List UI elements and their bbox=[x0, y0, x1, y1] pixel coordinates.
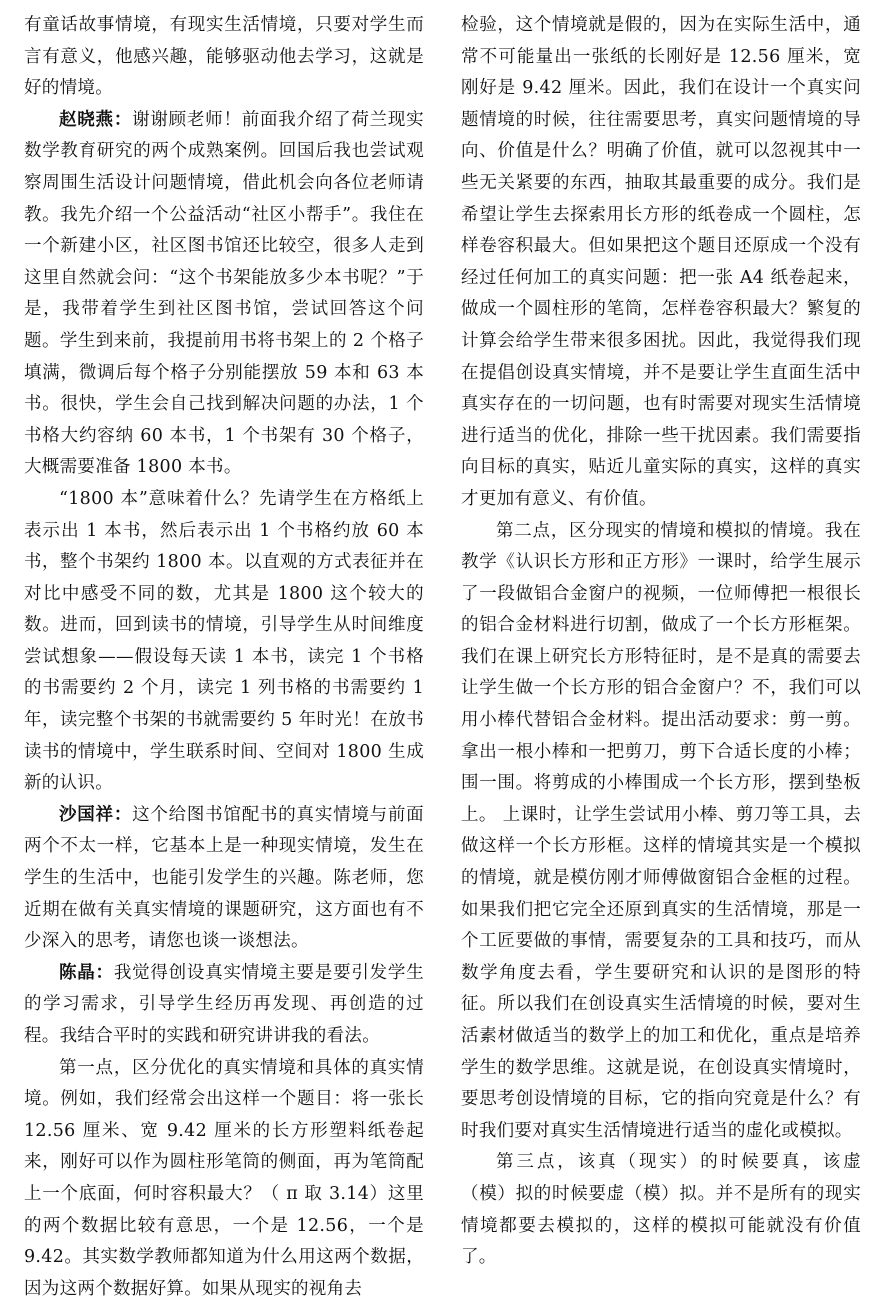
paragraph-first-point: 第一点，区分优化的真实情境和具体的真实情境。例如，我们经常会出这样一个题目：将一张长 12.56 厘米、宽 9.42 厘米的长方形塑料纸卷起来，刚好可以作为圆柱形笔筒的侧面，再为笔筒配上一个底面，何时容积最大？（ π 取 3.14）这里的两个数据比较有意思，一个是 12.56，一个是 9.42。其实数学教师都知道为什么用这两个数据，因为这两个数据好算。如果从现实的视角去 bbox=[24, 1057, 424, 1299]
left-column bbox=[24, 10, 424, 1305]
speaker-name: 沙国祥： bbox=[59, 804, 133, 825]
paragraph-zhao-xiaoyan bbox=[24, 105, 424, 484]
paragraph-second-point: 第二点，区分现实的情境和模拟的情境。我在教学《认识长方形和正方形》一课时，给学生展示了一段做铝合金窗户的视频，一位师傅把一根很长的铝合金材料进行切割，做成了一个长方形框架。我们在课上研究长方形特征时，是不是真的需要去让学生做一个长方形的铝合金窗户？不，我们可以用小棒代替铝合金材料。提出活动要求：剪一剪。拿出一根小棒和一把剪刀，剪下合适长度的小棒；围一围。将剪成的小棒围成一个长方形，摆到垫板上。 上课时，让学生尝试用小棒、剪刀等工具，去做这样一个长方形框。这样的情境其实是一个模拟的情境，就是模仿刚才师傅做窗铝合金框的过程。如果我们把它完全还原到真实的生活情境，那是一个工匠要做的事情，需要复杂的工具和技巧，而从数学角度去看，学生要研究和认识的是图形的特征。所以我们在创设真实生活情境的时候，要对生活素材做适当的数学上的加工和优化，重点是培养学生的数学思维。这就是说，在创设真实情境时，要思考创设情境的目标，它的指向究竟是什么？有时我们要对真实生活情境进行适当的虚化或模拟。 bbox=[461, 520, 861, 1141]
speaker-name: 赵晓燕： bbox=[59, 109, 133, 130]
paragraph-text: 谢谢顾老师！前面我介绍了荷兰现实数学教育研究的两个成熟案例。回国后我也尝试观察周围生活设计问题情境，借此机会向各位老师请教。我先介绍一个公益活动“社区小帮手”。我住在一个新建小区，社区图书馆还比较空，很多人走到这里自然就会问：“这个书架能放多少本书呢？”于是，我带着学生到社区图书馆，尝试回答这个问题。学生到来前，我提前用书将书架上的 2 个格子填满，微调后每个格子分别能摆放 59 本和 63 本书。很快，学生会自己找到解决问题的办法，1 个书格大约容纳 60 本书，1 个书架有 30 个格子，大概需要准备 1800 本书。 bbox=[24, 109, 424, 478]
speaker-name: 陈晶： bbox=[59, 962, 114, 983]
paragraph-chen-jing bbox=[24, 958, 424, 1053]
paragraph-text: 这个给图书馆配书的真实情境与前面两个不太一样，它基本上是一种现实情境，发生在学生的生活中，也能引发学生的兴趣。陈老师，您近期在做有关真实情境的课题研究，这方面也有不少深入的思考，请您也谈一谈想法。 bbox=[24, 804, 424, 952]
paragraph-1800-books: “1800 本”意味着什么？先请学生在方格纸上表示出 1 本书，然后表示出 1 个书格约放 60 本书，整个书架约 1800 本。以直观的方式表征并在对比中感受不同的数，尤其是 1800 这个较大的数。进而，回到读书的情境，引导学生从时间维度尝试想象——假设每天读 1 本书，读完 1 个书格的书需要约 2 个月，读完 1 列书格的书需要约 1 年，读完整个书架的书就需要约 5 年时光！在放书读书的情境中，学生联系时间、空间对 1800 生成新的认识。 bbox=[24, 488, 424, 794]
paragraph-text: 我觉得创设真实情境主要是要引发学生的学习需求，引导学生经历再发现、再创造的过程。我结合平时的实践和研究讲讲我的看法。 bbox=[24, 962, 424, 1046]
paragraph-continuation: 检验，这个情境就是假的，因为在实际生活中，通常不可能量出一张纸的长刚好是 12.56 厘米，宽刚好是 9.42 厘米。因此，我们在设计一个真实问题情境的时候，往往需要思考，真实问题情境的导向、价值是什么？明确了价值，就可以忽视其中一些无关紧要的东西，抽取其最重要的成分。我们是希望让学生去探索用长方形的纸卷成一个圆柱，怎样卷容积最大。但如果把这个题目还原成一个没有经过任何加工的真实问题：把一张 A4 纸卷起来，做成一个圆柱形的笔筒，怎样卷容积最大？繁复的计算会给学生带来很多困扰。因此，我觉得我们现在提倡创设真实情境，并不是要让学生直面生活中真实存在的一切问题，也有时需要对现实生活情境进行适当的优化，排除一些干扰因素。我们需要指向目标的真实，贴近儿童实际的真实，这样的真实才更加有意义、有价值。 bbox=[461, 15, 861, 509]
right-column bbox=[461, 10, 861, 1274]
paragraph-third-point: 第三点，该真（现实）的时候要真，该虚（模）拟的时候要虚（模）拟。并不是所有的现实情境都要去模拟的，这样的模拟可能就没有价值了。 bbox=[461, 1152, 861, 1268]
paragraph-sha-guoxiang bbox=[24, 800, 424, 958]
paragraph-continuation: 有童话故事情境，有现实生活情境，只要对学生而言有意义，他感兴趣，能够驱动他去学习，这就是好的情境。 bbox=[24, 15, 424, 99]
